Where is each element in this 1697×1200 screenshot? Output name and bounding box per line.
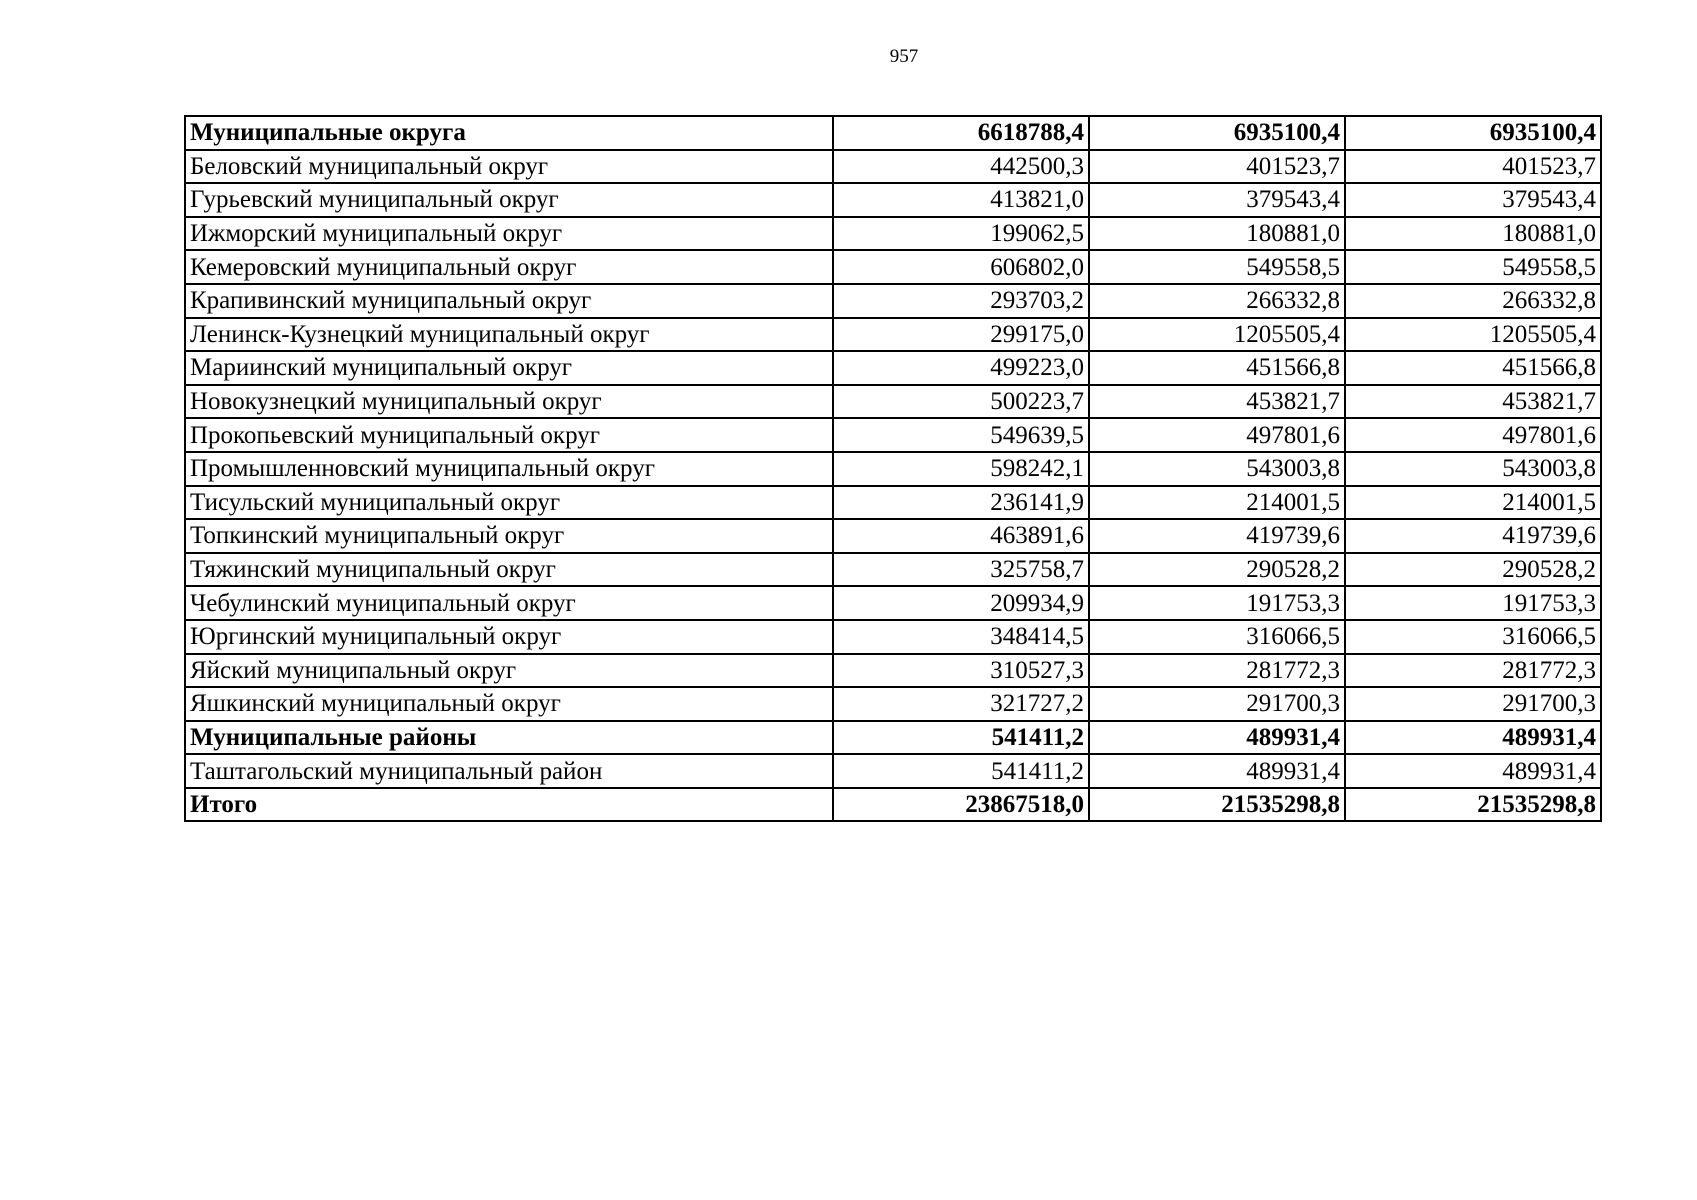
row-name-cell: Ленинск-Кузнецкий муниципальный округ (185, 318, 833, 352)
value-cell-3: 549558,5 (1345, 250, 1601, 284)
row-name-cell: Муниципальные районы (185, 721, 833, 755)
table-row (185, 553, 1601, 587)
value-cell-3: 379543,4 (1345, 183, 1601, 217)
table-row (185, 687, 1601, 721)
value-cell-3: 1205505,4 (1345, 318, 1601, 352)
table-row (185, 318, 1601, 352)
table-row (185, 418, 1601, 452)
value-cell-3: 191753,3 (1345, 586, 1601, 620)
value-cell-3: 180881,0 (1345, 217, 1601, 251)
row-name-cell: Тисульский муниципальный округ (185, 486, 833, 520)
row-name-cell: Чебулинский муниципальный округ (185, 586, 833, 620)
value-cell-1: 209934,9 (833, 586, 1089, 620)
value-cell-2: 266332,8 (1089, 284, 1345, 318)
table-row-summary (185, 721, 1601, 755)
table-body (185, 116, 1601, 821)
budget-table (184, 115, 1602, 822)
value-cell-2: 290528,2 (1089, 553, 1345, 587)
value-cell-1: 442500,3 (833, 150, 1089, 184)
row-name-cell: Крапивинский муниципальный округ (185, 284, 833, 318)
row-name-cell: Яшкинский муниципальный округ (185, 687, 833, 721)
table-row (185, 150, 1601, 184)
value-cell-3: 290528,2 (1345, 553, 1601, 587)
value-cell-3: 419739,6 (1345, 519, 1601, 553)
value-cell-1: 299175,0 (833, 318, 1089, 352)
value-cell-2: 419739,6 (1089, 519, 1345, 553)
row-name-cell: Новокузнецкий муниципальный округ (185, 385, 833, 419)
value-cell-2: 451566,8 (1089, 351, 1345, 385)
value-cell-3: 214001,5 (1345, 486, 1601, 520)
value-cell-2: 191753,3 (1089, 586, 1345, 620)
value-cell-1: 293703,2 (833, 284, 1089, 318)
value-cell-2: 214001,5 (1089, 486, 1345, 520)
value-cell-2: 543003,8 (1089, 452, 1345, 486)
row-name-cell: Тяжинский муниципальный округ (185, 553, 833, 587)
table-row-summary (185, 116, 1601, 150)
table-row (185, 284, 1601, 318)
row-name-cell: Юргинский муниципальный округ (185, 620, 833, 654)
table-row (185, 385, 1601, 419)
value-cell-3: 451566,8 (1345, 351, 1601, 385)
row-name-cell: Таштагольский муниципальный район (185, 754, 833, 788)
value-cell-3: 6935100,4 (1345, 116, 1601, 150)
value-cell-3: 316066,5 (1345, 620, 1601, 654)
value-cell-3: 489931,4 (1345, 721, 1601, 755)
value-cell-2: 489931,4 (1089, 754, 1345, 788)
table-row (185, 754, 1601, 788)
table-row-summary (185, 788, 1601, 822)
value-cell-1: 321727,2 (833, 687, 1089, 721)
value-cell-1: 500223,7 (833, 385, 1089, 419)
table-row (185, 351, 1601, 385)
value-cell-2: 401523,7 (1089, 150, 1345, 184)
value-cell-1: 549639,5 (833, 418, 1089, 452)
table-row (185, 586, 1601, 620)
value-cell-1: 413821,0 (833, 183, 1089, 217)
value-cell-2: 6935100,4 (1089, 116, 1345, 150)
value-cell-1: 598242,1 (833, 452, 1089, 486)
value-cell-3: 453821,7 (1345, 385, 1601, 419)
row-name-cell: Муниципальные округа (185, 116, 833, 150)
value-cell-2: 549558,5 (1089, 250, 1345, 284)
table-row (185, 250, 1601, 284)
row-name-cell: Мариинский муниципальный округ (185, 351, 833, 385)
row-name-cell: Гурьевский муниципальный округ (185, 183, 833, 217)
table-row (185, 452, 1601, 486)
value-cell-2: 497801,6 (1089, 418, 1345, 452)
value-cell-3: 543003,8 (1345, 452, 1601, 486)
table-row (185, 620, 1601, 654)
value-cell-3: 497801,6 (1345, 418, 1601, 452)
value-cell-1: 325758,7 (833, 553, 1089, 587)
value-cell-1: 23867518,0 (833, 788, 1089, 822)
row-name-cell: Кемеровский муниципальный округ (185, 250, 833, 284)
value-cell-3: 21535298,8 (1345, 788, 1601, 822)
value-cell-1: 499223,0 (833, 351, 1089, 385)
value-cell-2: 21535298,8 (1089, 788, 1345, 822)
value-cell-2: 180881,0 (1089, 217, 1345, 251)
value-cell-2: 281772,3 (1089, 654, 1345, 688)
value-cell-3: 291700,3 (1345, 687, 1601, 721)
value-cell-1: 541411,2 (833, 754, 1089, 788)
row-name-cell: Беловский муниципальный округ (185, 150, 833, 184)
value-cell-1: 541411,2 (833, 721, 1089, 755)
row-name-cell: Яйский муниципальный округ (185, 654, 833, 688)
table-row (185, 654, 1601, 688)
value-cell-2: 291700,3 (1089, 687, 1345, 721)
row-name-cell: Прокопьевский муниципальный округ (185, 418, 833, 452)
row-name-cell: Итого (185, 788, 833, 822)
page-number: 957 (889, 46, 919, 67)
value-cell-1: 6618788,4 (833, 116, 1089, 150)
table-row (185, 486, 1601, 520)
value-cell-2: 489931,4 (1089, 721, 1345, 755)
row-name-cell: Ижморский муниципальный округ (185, 217, 833, 251)
row-name-cell: Топкинский муниципальный округ (185, 519, 833, 553)
value-cell-1: 310527,3 (833, 654, 1089, 688)
value-cell-2: 453821,7 (1089, 385, 1345, 419)
value-cell-3: 401523,7 (1345, 150, 1601, 184)
value-cell-1: 236141,9 (833, 486, 1089, 520)
value-cell-2: 1205505,4 (1089, 318, 1345, 352)
row-name-cell: Промышленновский муниципальный округ (185, 452, 833, 486)
value-cell-1: 463891,6 (833, 519, 1089, 553)
value-cell-1: 348414,5 (833, 620, 1089, 654)
table-row (185, 183, 1601, 217)
value-cell-3: 281772,3 (1345, 654, 1601, 688)
value-cell-3: 489931,4 (1345, 754, 1601, 788)
table-row (185, 519, 1601, 553)
value-cell-2: 316066,5 (1089, 620, 1345, 654)
table-row (185, 217, 1601, 251)
value-cell-3: 266332,8 (1345, 284, 1601, 318)
value-cell-1: 606802,0 (833, 250, 1089, 284)
value-cell-1: 199062,5 (833, 217, 1089, 251)
value-cell-2: 379543,4 (1089, 183, 1345, 217)
